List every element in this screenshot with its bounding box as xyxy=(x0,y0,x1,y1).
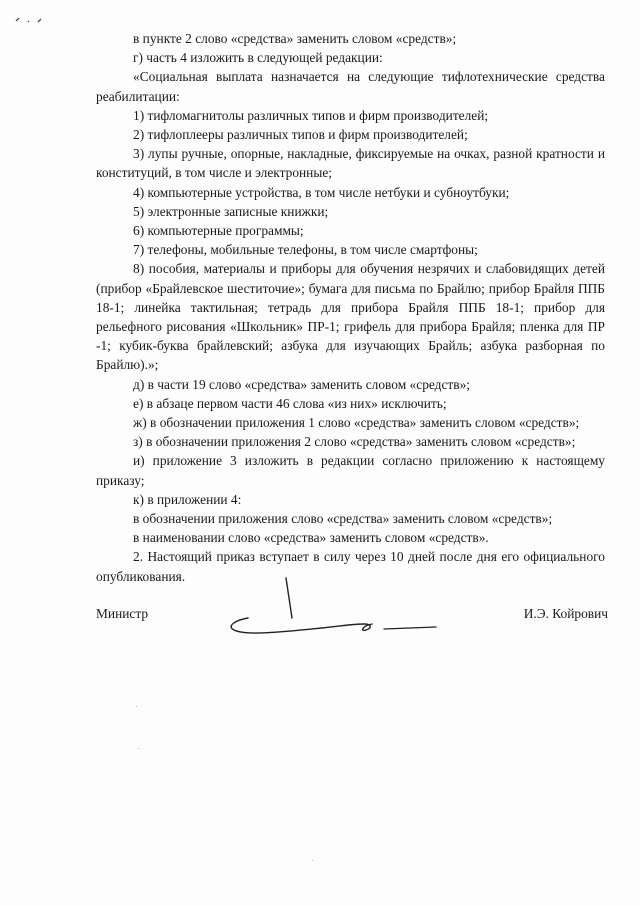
scan-speck xyxy=(136,706,137,707)
scan-speck xyxy=(138,748,139,749)
paragraph: з) в обозначении приложения 2 слово «средства» заменить словом «средств»; xyxy=(133,434,576,450)
document-body xyxy=(96,29,605,586)
paragraph: д) в части 19 слово «средства» заменить словом «средств»; xyxy=(133,376,471,392)
paragraph: 4) компьютерные устройства, в том числе нетбуки и субноутбуки; xyxy=(133,184,510,200)
paragraph: 3) лупы ручные, опорные, накладные, фиксируемые на очках, разной кратности и конституций, в том числе и электронные; xyxy=(96,146,605,181)
paragraph: 6) компьютерные программы; xyxy=(133,223,304,239)
corner-scan-mark xyxy=(14,12,44,26)
paragraph: г) часть 4 изложить в следующей редакции: xyxy=(133,50,383,66)
paragraph: 7) телефоны, мобильные телефоны, в том числе смартфоны; xyxy=(133,242,478,258)
paragraph: «Социальная выплата назначается на следующие тифлотехнические средства реабилитации: xyxy=(96,69,605,104)
handwritten-signature xyxy=(222,574,442,636)
paragraph: в обозначении приложения слово «средства» заменить словом «средств»; xyxy=(133,511,553,527)
paragraph: е) в абзаце первом части 46 слова «из них» исключить; xyxy=(133,395,447,411)
paragraph: 2) тифлоплееры различных типов и фирм производителей; xyxy=(133,127,468,143)
paragraph: к) в приложении 4: xyxy=(133,491,242,507)
paragraph: в наименовании слово «средства» заменить словом «средств». xyxy=(133,530,489,546)
paragraph: 1) тифломагнитолы различных типов и фирм производителей; xyxy=(133,107,489,123)
paragraph: в пункте 2 слово «средства» заменить словом «средств»; xyxy=(133,31,457,46)
paragraph: 2. Настоящий приказ вступает в силу через 10 дней после дня его официального опубликования. xyxy=(96,549,605,584)
paragraph: ж) в обозначении приложения 1 слово «средства» заменить словом «средств»; xyxy=(133,415,580,431)
paragraph: и) приложение 3 изложить в редакции согласно приложению к настоящему приказу; xyxy=(96,453,605,488)
paragraph: 8) пособия, материалы и приборы для обучения незрячих и слабовидящих детей (прибор «Брайлевское шеститочие»; бумага для письма по Брайлю; прибор Брайля ППБ 18-1; линейка тактильная; тетрадь для прибора Брайля ППБ 18-1; прибор для рельефного рисования «Школьник» ПР-1; грифель для прибора Брайля; пленка для ПР -1; кубик-буква брайлевский; азбука для изучающих Брайль; азбука разборная по Брайлю).»; xyxy=(96,261,605,373)
scan-speck xyxy=(312,860,313,861)
signatory-name: И.Э. Койрович xyxy=(523,606,608,621)
signatory-title: Министр xyxy=(96,606,149,621)
paragraph: 5) электронные записные книжки; xyxy=(133,203,329,219)
